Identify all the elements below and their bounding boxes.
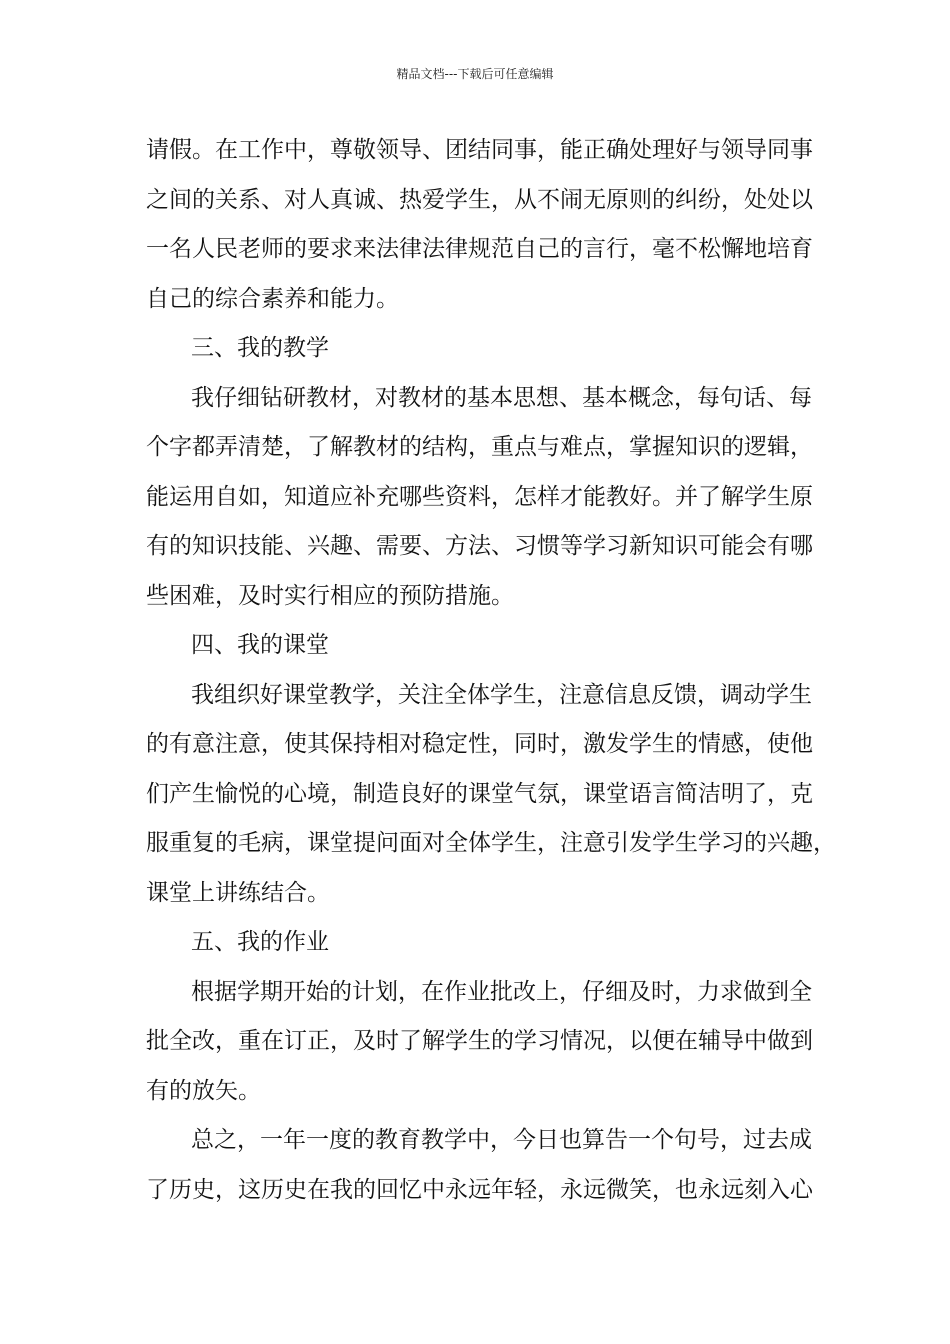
section-heading: 三、我的教学 [191, 335, 329, 361]
text-line: 课堂上讲练结合。 [146, 879, 330, 906]
section-heading: 四、我的课堂 [191, 632, 329, 658]
text-line: 些困难，及时实行相应的预防措施。 [146, 582, 514, 609]
text-line: 根据学期开始的计划，在作业批改上，仔细及时，力求做到全 [191, 978, 812, 1005]
text-line: 请假。在工作中，尊敬领导、团结同事，能正确处理好与领导同事 [146, 137, 813, 163]
text-line: 了历史，这历史在我的回忆中永远年轻，永远微笑，也永远刻入心 [146, 1176, 813, 1203]
text-line: 总之，一年一度的教育教学中，今日也算告一个句号，过去成 [191, 1127, 812, 1153]
text-line: 我仔细钻研教材，对教材的基本思想、基本概念，每句话、每 [191, 384, 812, 411]
text-line: 我组织好课堂教学，关注全体学生，注意信息反馈，调动学生 [191, 681, 812, 708]
page-header: 精品文档---下载后可任意编辑 [396, 67, 554, 81]
text-line: 们产生愉悦的心境，制造良好的课堂气氛，课堂语言简洁明了，克 [146, 780, 813, 807]
text-line: 一名人民老师的要求来法律法律规范自己的言行，毫不松懈地培育 [146, 236, 813, 262]
text-line: 的有意注意，使其保持相对稳定性，同时，激发学生的情感，使他 [146, 731, 813, 757]
text-line: 之间的关系、对人真诚、热爱学生，从不闹无原则的纠纷，处处以 [146, 186, 813, 213]
text-line: 有的放矢。 [146, 1077, 261, 1104]
document-body [146, 126, 836, 1215]
text-line: 自己的综合素养和能力。 [146, 285, 399, 312]
text-line: 批全改，重在订正，及时了解学生的学习情况，以便在辅导中做到 [146, 1028, 813, 1054]
text-line: 服重复的毛病，课堂提问面对全体学生，注意引发学生学习的兴趣， [146, 830, 836, 856]
text-line: 个字都弄清楚，了解教材的结构，重点与难点，掌握知识的逻辑， [146, 434, 813, 460]
text-line: 能运用自如，知道应补充哪些资料，怎样才能教好。并了解学生原 [146, 483, 813, 510]
section-heading: 五、我的作业 [191, 929, 329, 955]
text-line: 有的知识技能、兴趣、需要、方法、习惯等学习新知识可能会有哪 [146, 533, 813, 559]
